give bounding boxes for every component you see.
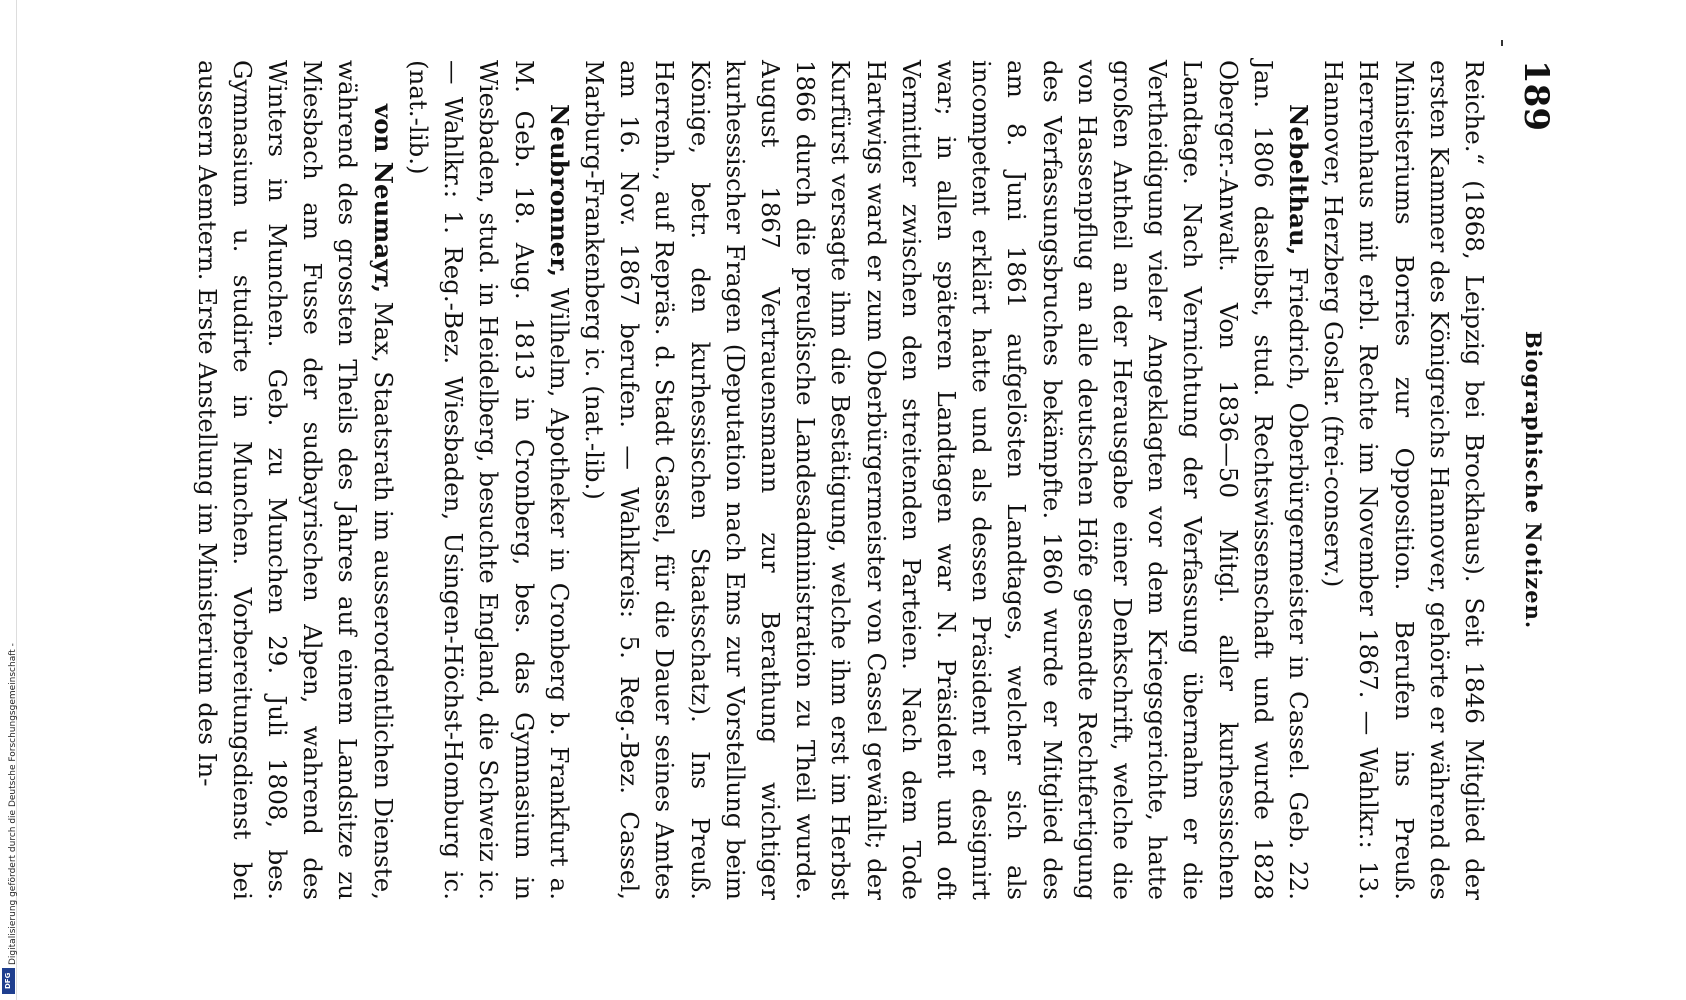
entry-name: Neubronner,	[544, 104, 574, 278]
entry-text: Max, Staatsrath im ausserordentlichen Dienste, während des grossten Theils des Jahres auf einem Landsitze zu Miesbach am Fusse der sudbayrischen Alpen, wahrend des Winters in Munchen. Geb. zu Munchen 29. Juli 1808, bes. Gymnasium u. studirte in Munchen. Vorbereitungsdienst bei aussern Aemtern. Erste Anstellung im Ministerium des In-	[192, 60, 398, 901]
dfg-credit-text: Digitalisierung gefördert durch die Deutsche Forschungsgemeinschaft -	[8, 643, 18, 965]
body-text	[189, 60, 1492, 900]
running-head	[1506, 60, 1556, 900]
page-number: 189	[1516, 60, 1556, 131]
paragraph-text: Reiche.“ (1868, Leipzig bei Brockhaus). Seit 1846 Mitglied der ersten Kammer des Königreichs Hannover, gehörte er während des Ministeriums Borries zur Opposition. Berufen ins Preuß. Herrenhaus mit erbl. Rechte im November 1867. — Wahlkr.: 13. Hannover, Herzberg Goslar. (frei-conserv.)	[1319, 60, 1489, 900]
digitization-credit-strip	[0, 0, 17, 1000]
entry-nebelthau	[577, 60, 1316, 900]
entry-text: Wilhelm, Apotheker in Cronberg b. Frankfurt a. M. Geb. 18. Aug. 1813 in Cronberg, bes. das Gymnasium in Wiesbaden, stud. in Heidelberg, besuchte England, die Schweiz ic. — Wahlkr.: 1. Reg.-Bez. Wiesbaden, Usingen-Höchst-Homburg ic. (nat.-lib.)	[403, 60, 574, 900]
scan-speck	[1501, 40, 1503, 46]
entry-name: von Neumayr,	[368, 104, 398, 294]
entry-text: Friedrich, Oberbürgermeister in Cassel. Geb. 22. Jan. 1806 daselbst, stud. Rechtswissenschaft und wurde 1828 Oberger.-Anwalt. Von 1836—50 Mitgl. aller kurhessischen Landtage. Nach Vernichtung der Verfassung übernahm er die Vertheidigung vieler Angeklagten vor dem Kriegsgerichte, hatte großen Antheil an der Herausgabe einer Denkschrift, welche die von Hassenpflug an alle deutschen Höfe gesandte Rechtfertigung des Verfassungsbruches bekämpfte. 1860 wurde er Mitglied des am 8. Juni 1861 aufgelösten Landtages, welcher sich als incompetent erklärt hatte und als dessen Präsident er designirt war; in allen späteren Landtagen war N. Präsident und oft Vermittler zwischen den streitenden Parteien. Nach dem Tode Hartwigs ward er zum Oberbürgermeister von Cassel gewählt; der Kurfürst versagte ihm die Bestätigung, welche ihm erst im Herbst 1866 durch die preußische Landesadministration zu Theil wurde. August 1867 Vertrauensmann zur Berathung wichtiger kurhessischer Fragen (Deputation nach Ems zur Vorstellung beim Könige, betr. den kurhessischen Staatsschatz). Ins Preuß. Herrenh., auf Repräs. d. Stadt Cassel, für die Dauer seines Amtes am 16. Nov. 1867 berufen. — Wahlkreis: 5. Reg.-Bez. Cassel, Marburg-Frankenberg ic. (nat.-lib.)	[579, 60, 1313, 900]
entry-neubronner	[401, 60, 577, 900]
entry-name: Nebelthau,	[1283, 104, 1313, 256]
rotated-book-page	[130, 50, 1556, 910]
entry-neumayr	[189, 60, 400, 900]
running-title: Biographische Notizen.	[1521, 330, 1546, 630]
dfg-logo-icon: DFG	[2, 968, 15, 994]
paragraph-continuation	[1316, 60, 1492, 900]
